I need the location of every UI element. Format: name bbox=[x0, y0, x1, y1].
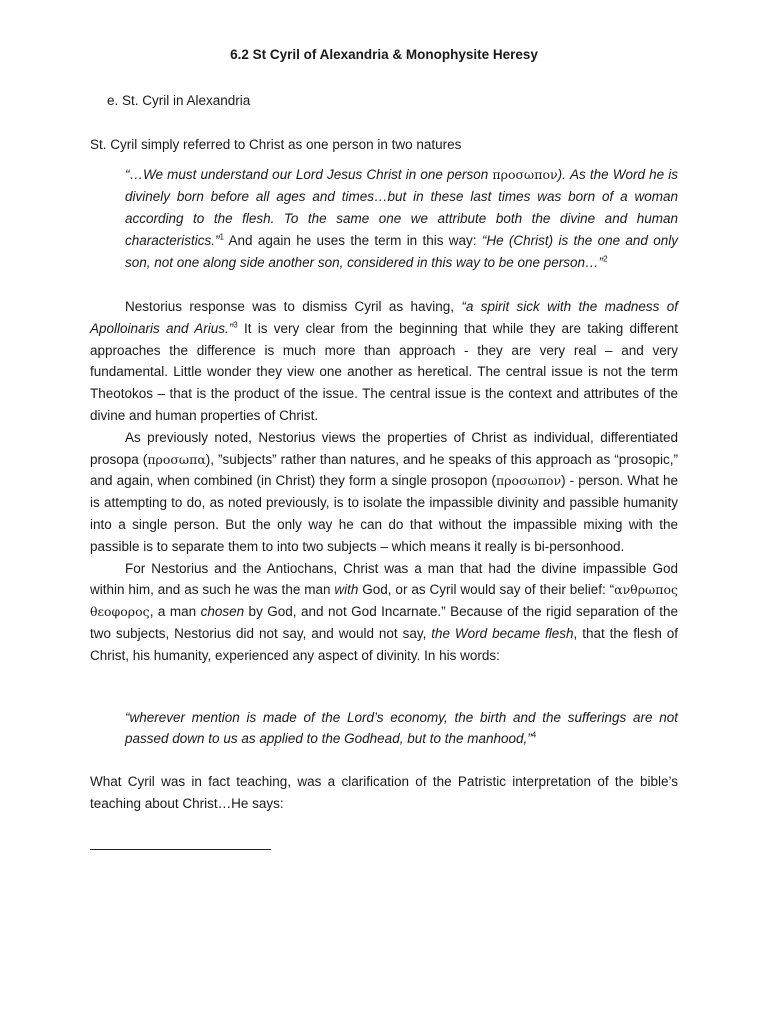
body-text bbox=[90, 296, 678, 667]
quote-text: “…We must understand our Lord Jesus Christ in one person bbox=[125, 167, 493, 182]
text-run: God, or as Cyril would say of their belief: “ bbox=[358, 582, 615, 598]
intro-line: St. Cyril simply referred to Christ as one person in two natures bbox=[90, 137, 462, 152]
block-quote-cyril bbox=[125, 164, 678, 274]
italic-phrase: the Word became flesh bbox=[431, 625, 574, 641]
section-heading: e. St. Cyril in Alexandria bbox=[107, 93, 251, 108]
footnote-ref[interactable]: 2 bbox=[603, 254, 608, 264]
footnote-ref[interactable]: 3 bbox=[233, 320, 238, 330]
quote-text: “He (Christ) is the one and only son, not one along side another son, considered in this way to be one person…” bbox=[125, 233, 678, 270]
block-quote-nestorius bbox=[125, 707, 678, 749]
text-run: , that the flesh of Christ, his humanity, experienced any aspect of divinity. In his words: bbox=[90, 625, 678, 663]
italic-word: chosen bbox=[200, 604, 245, 620]
quote-text: And again he uses the term in this way: bbox=[223, 233, 482, 248]
footnote-ref[interactable]: 4 bbox=[531, 730, 537, 740]
text-run: ) - person. What he is attempting to do, as noted previously, is to isolate the impassible divinity and passible humanity into a single person. But the only way he can do that without the impassible mixing with the passible is to separate them to into two subjects – which means it really is bi-personhood. bbox=[90, 473, 678, 554]
italic-quote: “a spirit sick with the madness of Apolloinaris and Arius.” bbox=[90, 299, 678, 336]
greek-term: προσωπον bbox=[492, 167, 558, 182]
paragraph-nestorius-response bbox=[90, 296, 678, 427]
page-title: 6.2 St Cyril of Alexandria & Monophysite Heresy bbox=[230, 47, 538, 62]
paragraph-closing: What Cyril was in fact teaching, was a clarification of the Patristic interpretation of the bible’s teaching about Christ…He says: bbox=[90, 774, 678, 811]
footnote-ref[interactable]: 1 bbox=[219, 232, 224, 242]
text-run: Nestorius response was to dismiss Cyril as having, bbox=[125, 299, 462, 314]
greek-term: προσωπον bbox=[495, 473, 562, 489]
greek-term: προσωπα bbox=[147, 451, 206, 467]
closing-text bbox=[90, 771, 678, 815]
quote-text: “wherever mention is made of the Lord’s economy, the birth and the sufferings are not passed down to us as applied to the Godhead, but to the manhood,” bbox=[125, 710, 678, 746]
quote-paragraph bbox=[125, 164, 678, 274]
greek-term: ανθρωπος θεοφορος bbox=[90, 582, 678, 620]
text-run: For Nestorius and the Antiochans, Christ was a man that had the divine impassible God within him, and as such he was the man bbox=[90, 560, 678, 598]
text-run: ), ”subjects” rather than natures, and he speaks of this approach as “prosopic,” and again, when combined (in Christ) they form a single prosopon ( bbox=[90, 451, 678, 489]
italic-word: with bbox=[334, 582, 359, 598]
quote-text: ). As the Word he is divinely born before all ages and times…but in these last times was born of a woman according to the flesh. To the same one we attribute both the divine and human characteristics.” bbox=[125, 167, 678, 248]
text-run: It is very clear from the beginning that while they are taking different approaches the difference is much more than approach - they are very real – and very fundamental. Little wonder they view one another as heretical. The central issue is not the term Theotokos – that is the product of the issue. The central issue is the context and attributes of the divine and human properties of Christ. bbox=[90, 320, 678, 423]
text-run: As previously noted, Nestorius views the properties of Christ as individual, differentiated prosopa ( bbox=[90, 429, 678, 467]
text-run: by God, and not God Incarnate.” Because of the rigid separation of the two subjects, Nestorius did not say, and would not say, bbox=[90, 604, 678, 641]
quote-paragraph bbox=[125, 707, 678, 749]
footnote-separator bbox=[90, 849, 271, 850]
text-run: , a man bbox=[149, 604, 201, 620]
paragraph-antiochans bbox=[90, 558, 678, 667]
paragraph-prosopa bbox=[90, 427, 678, 558]
